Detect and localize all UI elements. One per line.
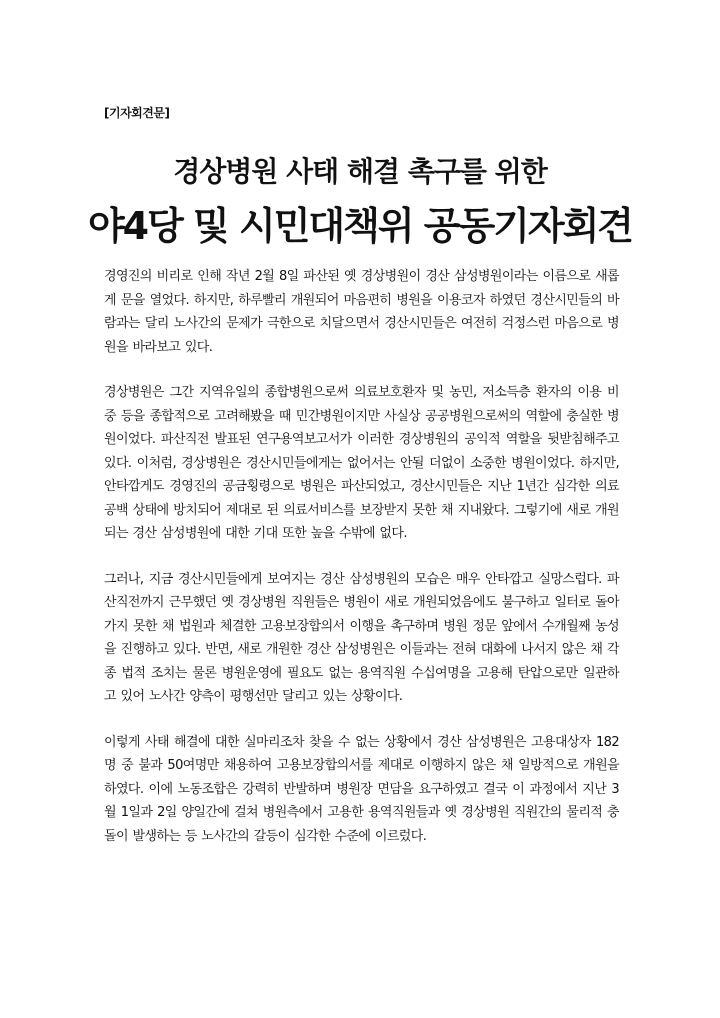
paragraph-2: 경상병원은 그간 지역유일의 종합병원으로써 의료보호환자 및 농민, 저소득층 환자의 이용 비중 등을 종합적으로 고려해봤을 때 민간병원이지만 사실상 공공병원으로써의 역할에 충실한 병원이었다. 파산직전 발표된 연구용역보고서가 이러한 경상병원의 공익적 역할을 뒷받침해주고 있다. 이처럼, 경상병원은 경산시민들에게는 없어서는 안될 더없이 소중한 병원이었다. 하지만, 안타깝게도 경영진의 공금횡령으로 병원은 파산되었고, 경산시민들은 지난 1년간 심각한 의료공백 상태에 방치되어 제대로 된 의료서비스를 보장받지 못한 채 지내왔다. 그렇기에 새로 개원되는 경산 삼성병원에 대한 기대 또한 높을 수밖에 없다. [104,385,619,541]
body-text [104,265,619,870]
paragraph-1: 경영진의 비리로 인해 작년 2월 8일 파산된 옛 경상병원이 경산 삼성병원이라는 이름으로 새롭게 문을 열었다. 하지만, 하루빨리 개원되어 마음편히 병원을 이용코자 하였던 경산시민들의 바람과는 달리 노사간의 문제가 극한으로 치달으면서 경산시민들은 여전히 걱정스런 마음으로 병원을 바라보고 있다. [104,269,619,355]
paragraph-4: 이렇게 사태 해결에 대한 실마리조차 찾을 수 없는 상황에서 경산 삼성병원은 고용대상자 182명 중 불과 50여명만 채용하여 고용보장합의서를 제대로 이행하지 않은 채 일방적으로 개원을 하였다. 이에 노동조합은 강력히 반발하며 병원장 면담을 요구하였고 결국 이 과정에서 지난 3월 1일과 2일 양일간에 걸쳐 병원측에서 고용한 용역직원들과 옛 경상병원 직원간의 물리적 충돌이 발생하는 등 노사간의 갈등이 심각한 수준에 이르렀다. [104,734,619,844]
document-type-label: [기자회견문] [104,106,170,120]
title-line-2: 야4당 및 시민대책위 공동기자회견 [87,204,633,248]
title-line-1: 경상병원 사태 해결 촉구를 위한 [173,155,547,188]
paragraph-3: 그러나, 지금 경산시민들에게 보여지는 경산 삼성병원의 모습은 매우 안타깝고 실망스럽다. 파산직전까지 근무했던 옛 경상병원 직원들은 병원이 새로 개원되었음에도 불구하고 일터로 돌아가지 못한 채 법원과 체결한 고용보장합의서 이행을 촉구하며 병원 정문 앞에서 수개월째 농성을 진행하고 있다. 반면, 새로 개원한 경산 삼성병원은 이들과는 전혀 대화에 나서지 않은 채 각종 법적 조치는 물론 병원운영에 필요도 없는 용역직원 수십여명을 고용해 탄압으로만 일관하고 있어 노사간 양측이 평행선만 달리고 있는 상황이다. [104,571,619,704]
